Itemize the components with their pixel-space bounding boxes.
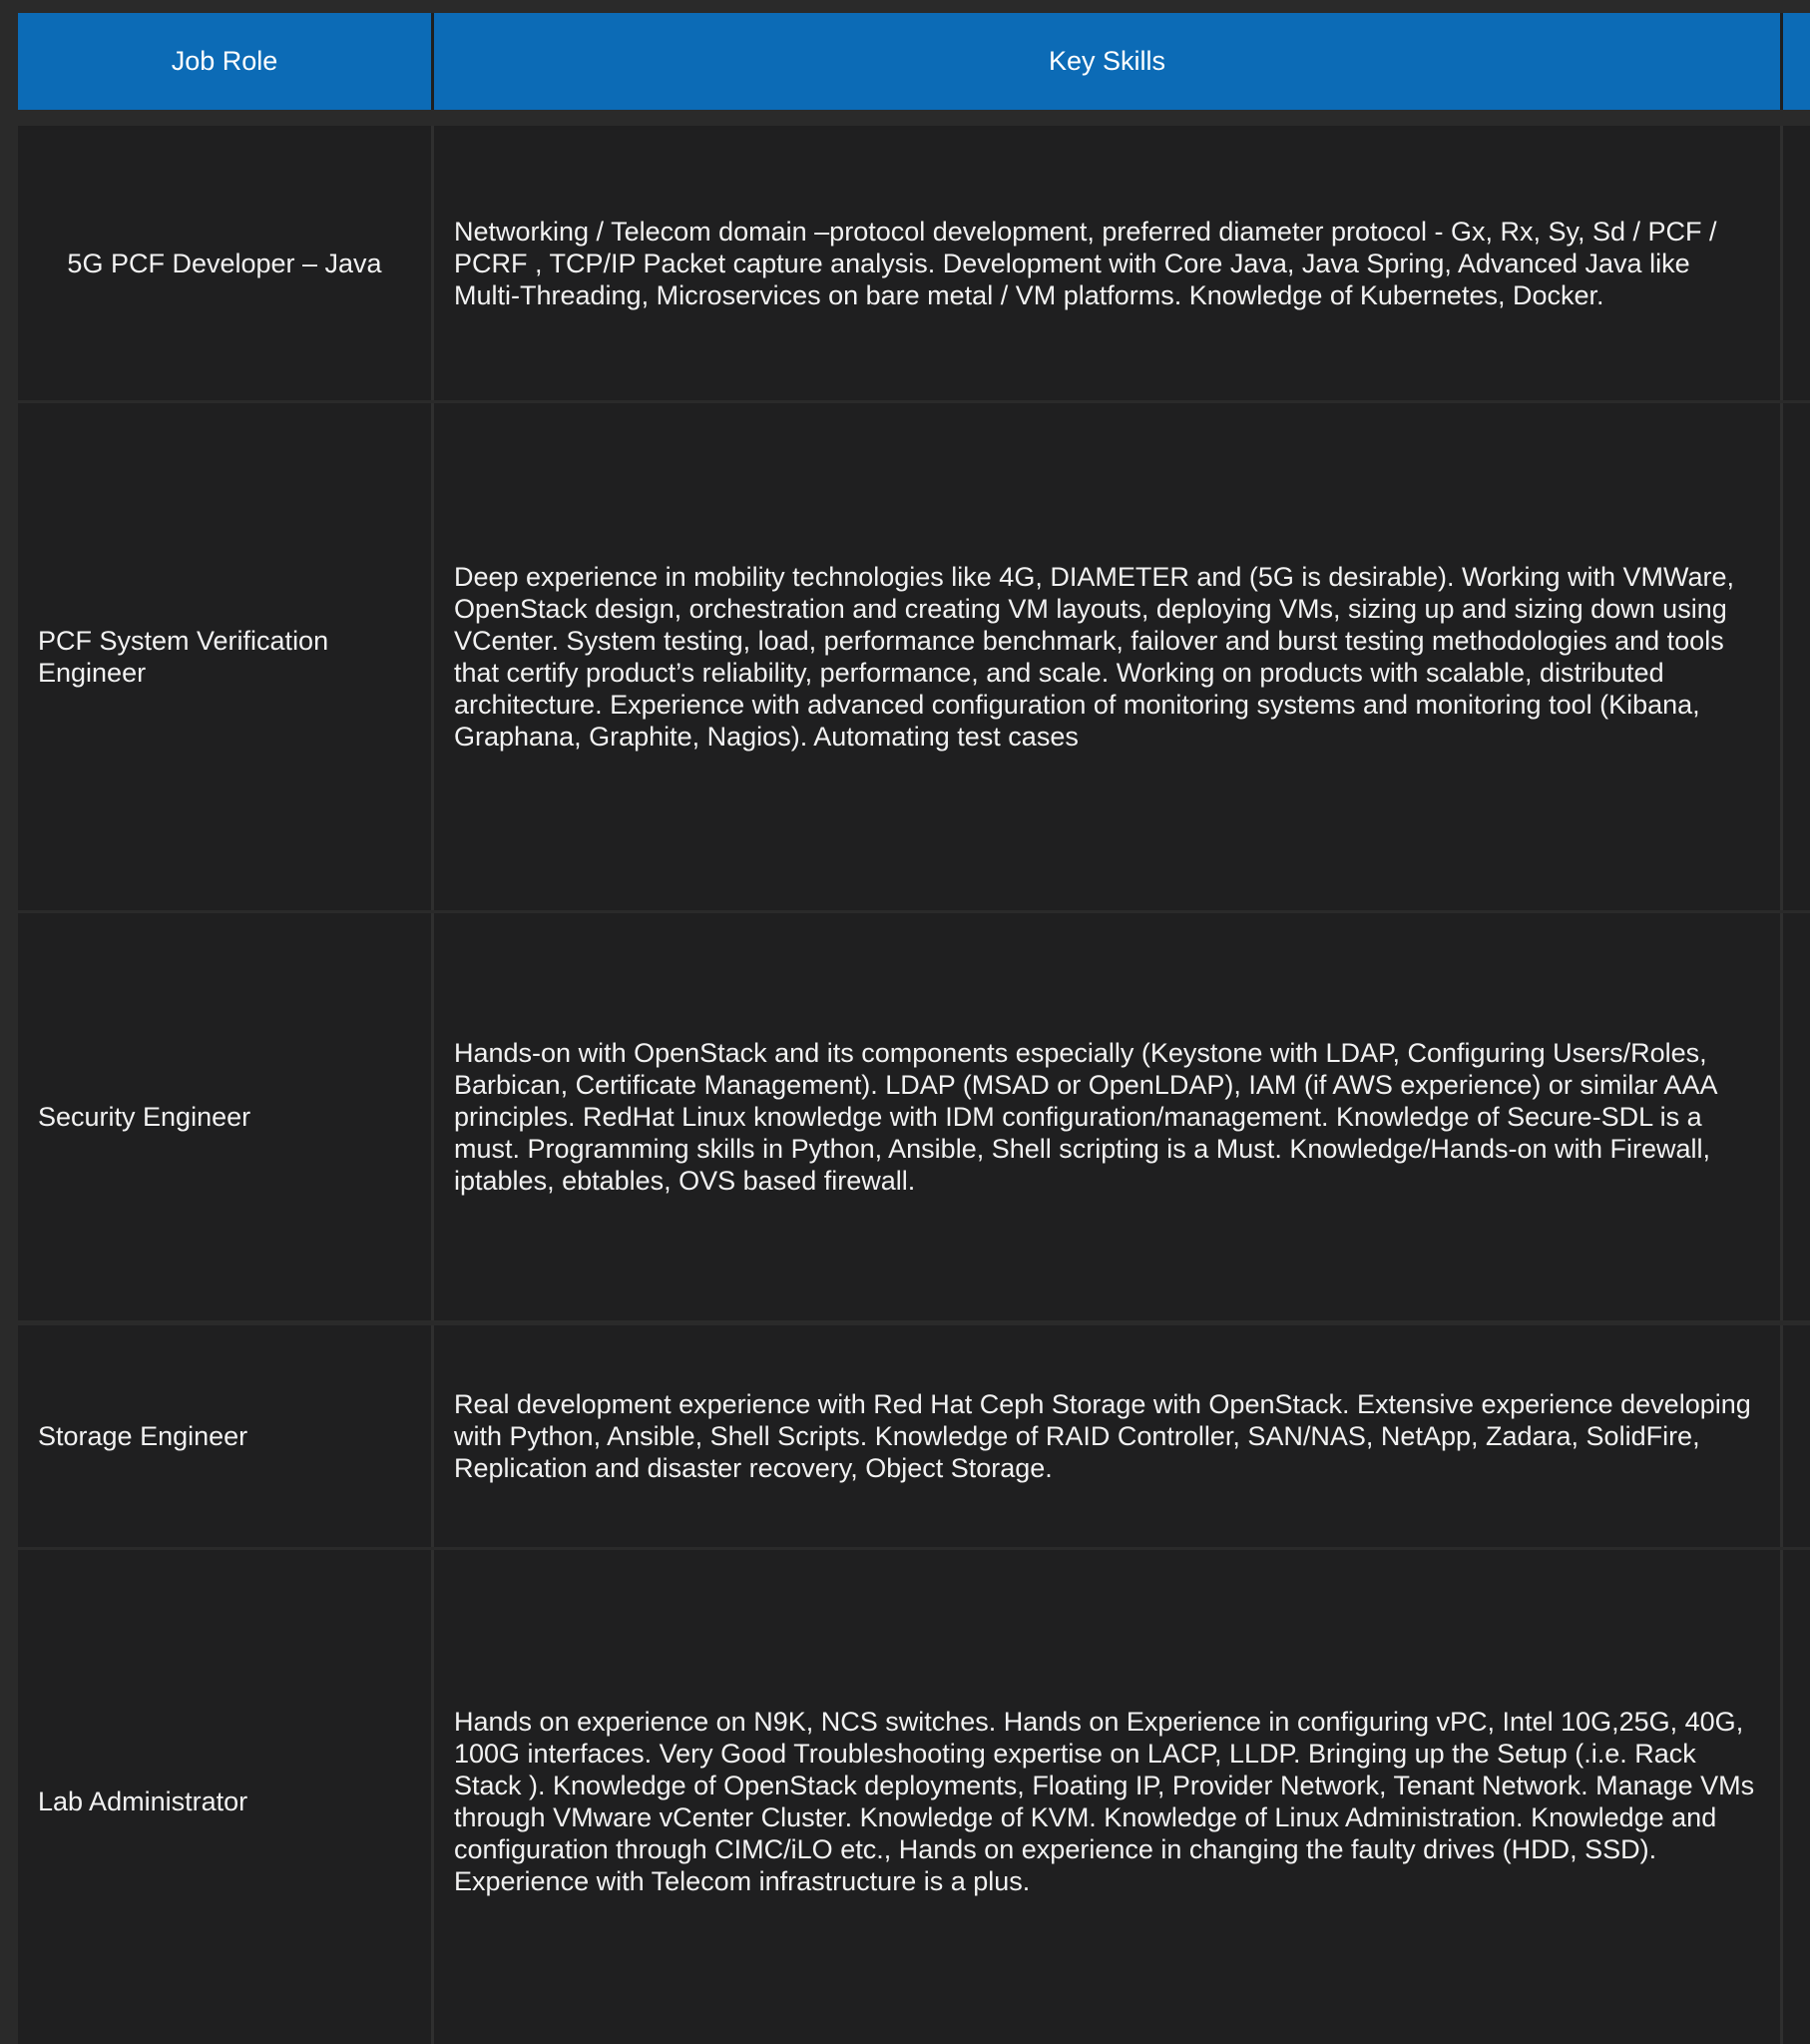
header-job-role: Job Role: [18, 13, 434, 110]
job-role-cell: Storage Engineer: [18, 1325, 434, 1547]
job-skills-table: [18, 13, 1810, 2044]
header-extra-column: [1783, 13, 1810, 110]
key-skills-text: Hands-on with OpenStack and its components especially (Keystone with LDAP, Configuring Users/Roles, Barbican, Certificate Management). LDAP (MSAD or OpenLDAP), IAM (if AWS experience) or similar AAA principles. RedHat Linux knowledge with IDM configuration/management. Knowledge of Secure-SDL is a must. Programming skills in Python, Ansible, Shell scripting is a Must. Knowledge/Hands-on with Firewall, iptables, ebtables, OVS based firewall.: [454, 1038, 1716, 1196]
job-role-cell: 5G PCF Developer – Java: [18, 126, 434, 400]
key-skills-cell: [434, 403, 1783, 910]
job-role-cell: Lab Administrator: [18, 1550, 434, 2044]
key-skills-cell: [434, 1550, 1783, 2044]
job-role-cell: Security Engineer: [18, 913, 434, 1320]
table-row: [18, 1325, 1810, 1547]
table-row: [18, 913, 1810, 1320]
header-key-skills: Key Skills: [434, 13, 1783, 110]
key-skills-text: Deep experience in mobility technologies like 4G, DIAMETER and (5G is desirable). Working with VMWare, OpenStack design, orchestration and creating VM layouts, deploying VMs, sizing up and sizing down using VCenter. System testing, load, performance benchmark, failover and burst testing methodologies and tools that certify product’s reliability, performance, and scale. Working on products with scalable, distributed architecture. Experience with advanced configuration of monitoring systems and monitoring tool (Kibana, Graphana, Graphite, Nagios). Automating test cases: [454, 562, 1735, 752]
extra-cell: [1783, 126, 1810, 400]
extra-cell: [1783, 403, 1810, 910]
extra-cell: [1783, 1550, 1810, 2044]
table-row: [18, 126, 1810, 400]
job-role-cell: PCF System Verification Engineer: [18, 403, 434, 910]
table-row: [18, 403, 1810, 910]
key-skills-text: Networking / Telecom domain –protocol development, preferred diameter protocol - Gx, Rx, Sy, Sd / PCF / PCRF , TCP/IP Packet capture analysis. Development with Core Java, Java Spring, Advanced Java like Multi-Threading, Microservices on bare metal / VM platforms. Knowledge of Kubernetes, Docker.: [454, 216, 1717, 310]
key-skills-text: Hands on experience on N9K, NCS switches. Hands on Experience in configuring vPC, Intel 10G,25G, 40G, 100G interfaces. Very Good Troubleshooting expertise on LACP, LLDP. Bringing up the Setup (.i.e. Rack Stack ). Knowledge of OpenStack deployments, Floating IP, Provider Network, Tenant Network. Manage VMs through VMware vCenter Cluster. Knowledge of KVM. Knowledge of Linux Administration. Knowledge and configuration through CIMC/iLO etc., Hands on experience in changing the faulty drives (HDD, SSD). Experience with Telecom infrastructure is a plus.: [454, 1706, 1755, 1896]
extra-cell: [1783, 913, 1810, 1320]
key-skills-cell: [434, 913, 1783, 1320]
extra-cell: [1783, 1325, 1810, 1547]
key-skills-cell: [434, 126, 1783, 400]
key-skills-cell: [434, 1325, 1783, 1547]
table-header-row: [18, 13, 1810, 110]
key-skills-text: Real development experience with Red Hat Ceph Storage with OpenStack. Extensive experience developing with Python, Ansible, Shell Scripts. Knowledge of RAID Controller, SAN/NAS, NetApp, Zadara, SolidFire, Replication and disaster recovery, Object Storage.: [454, 1389, 1751, 1483]
table-row: [18, 1550, 1810, 2044]
